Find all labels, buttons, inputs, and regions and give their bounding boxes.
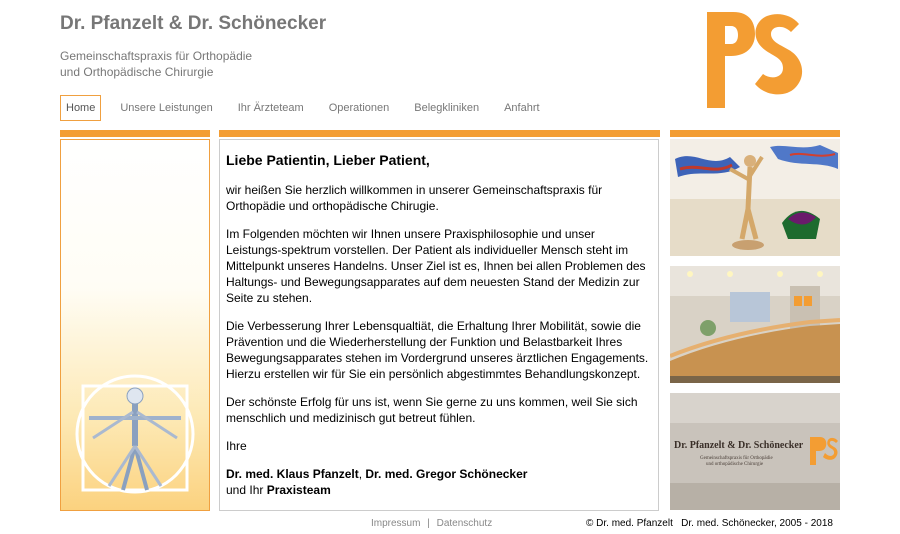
signature-doctor-2: Dr. med. Gregor Schönecker [365, 467, 528, 481]
signature-doctor-1: Dr. med. Klaus Pfanzelt [226, 467, 359, 481]
welcome-content [219, 139, 659, 511]
nav-item-unsere-leistungen[interactable]: Unsere Leistungen [120, 102, 213, 114]
main-nav [60, 94, 553, 122]
sign-title: Dr. Pfanzelt & Dr. Schönecker [674, 440, 804, 451]
copyright-text: © Dr. med. Pfanzelt Dr. med. Schönecker, 2005 - 2018 [586, 518, 833, 529]
signature-separator: , [358, 467, 366, 481]
left-column-bar [60, 130, 210, 137]
footer-links [371, 518, 492, 529]
sign-subtitle-1: Gemeinschaftspraxis für Orthopädie [700, 456, 773, 461]
nav-item-operationen[interactable]: Operationen [328, 102, 390, 114]
welcome-heading: Liebe Patientin, Lieber Patient, [226, 152, 430, 168]
signature-team: Praxisteam [266, 483, 331, 497]
vitruvian-man-image [75, 368, 195, 498]
signature-prefix: und Ihr [226, 483, 267, 497]
site-title: Dr. Pfanzelt & Dr. Schönecker [60, 13, 327, 34]
subtitle-line-1: Gemeinschaftspraxis für Orthopädie [60, 49, 253, 63]
nav-item-home[interactable]: Home [60, 95, 101, 121]
goals-paragraph: Die Verbesserung Ihrer Lebensqualtiät, die Erhaltung Ihrer Mobilität, sowie die Prävention und die Wiederherstellung der Funktion und Belastbarkeit Ihres Bewegungsapparates stehen im Vordergrund unseres ärztlichen Engagements. Hierzu erstellen wir für Sie ein persönlich abgestimmtes Behandlungskonzept. [226, 319, 649, 381]
right-column-bar [670, 130, 840, 137]
footer-separator: | [427, 518, 430, 529]
closing-greeting: Ihre [226, 439, 247, 453]
success-paragraph: Der schönste Erfolg für uns ist, wenn Sie gerne zu uns kommen, weil Sie sich menschlich und medizinisch gut betreut fühlen. [226, 395, 638, 425]
signature [226, 466, 651, 498]
nav-item-belegkliniken[interactable]: Belegkliniken [414, 102, 480, 114]
nav-item-anfahrt[interactable]: Anfahrt [504, 102, 540, 114]
main-column-bar [219, 130, 660, 137]
photo-mannequin [670, 139, 840, 256]
site-subtitle [60, 48, 252, 80]
impressum-link[interactable]: Impressum [371, 518, 421, 529]
datenschutz-link[interactable]: Datenschutz [436, 518, 493, 529]
welcome-paragraph: wir heißen Sie herzlich willkommen in unserer Gemeinschaftspraxis für Orthopädie und orthopädische Chirugie. [226, 183, 603, 213]
photo-practice-sign [670, 393, 840, 510]
photo-reception [670, 266, 840, 383]
ps-logo[interactable] [703, 10, 808, 110]
subtitle-line-2: und Orthopädische Chirurgie [60, 65, 214, 79]
sign-subtitle-2: und orthopädische Chirurgie [706, 462, 764, 467]
nav-item-aerzteteam[interactable]: Ihr Ärzteteam [237, 102, 304, 114]
philosophy-paragraph: Im Folgenden möchten wir Ihnen unsere Praxisphilosophie und unser Leistungs-spektrum vorstellen. Der Patient als individueller Mensch steht im Mittelpunkt unseres Handelns. Unser Ziel ist es, Ihnen bei allen Problemen des Haltungs- und Bewegungsapparates auf dem neuesten Stand der Medizin zur Seite zu stehen. [226, 227, 646, 305]
left-panel [60, 139, 210, 511]
